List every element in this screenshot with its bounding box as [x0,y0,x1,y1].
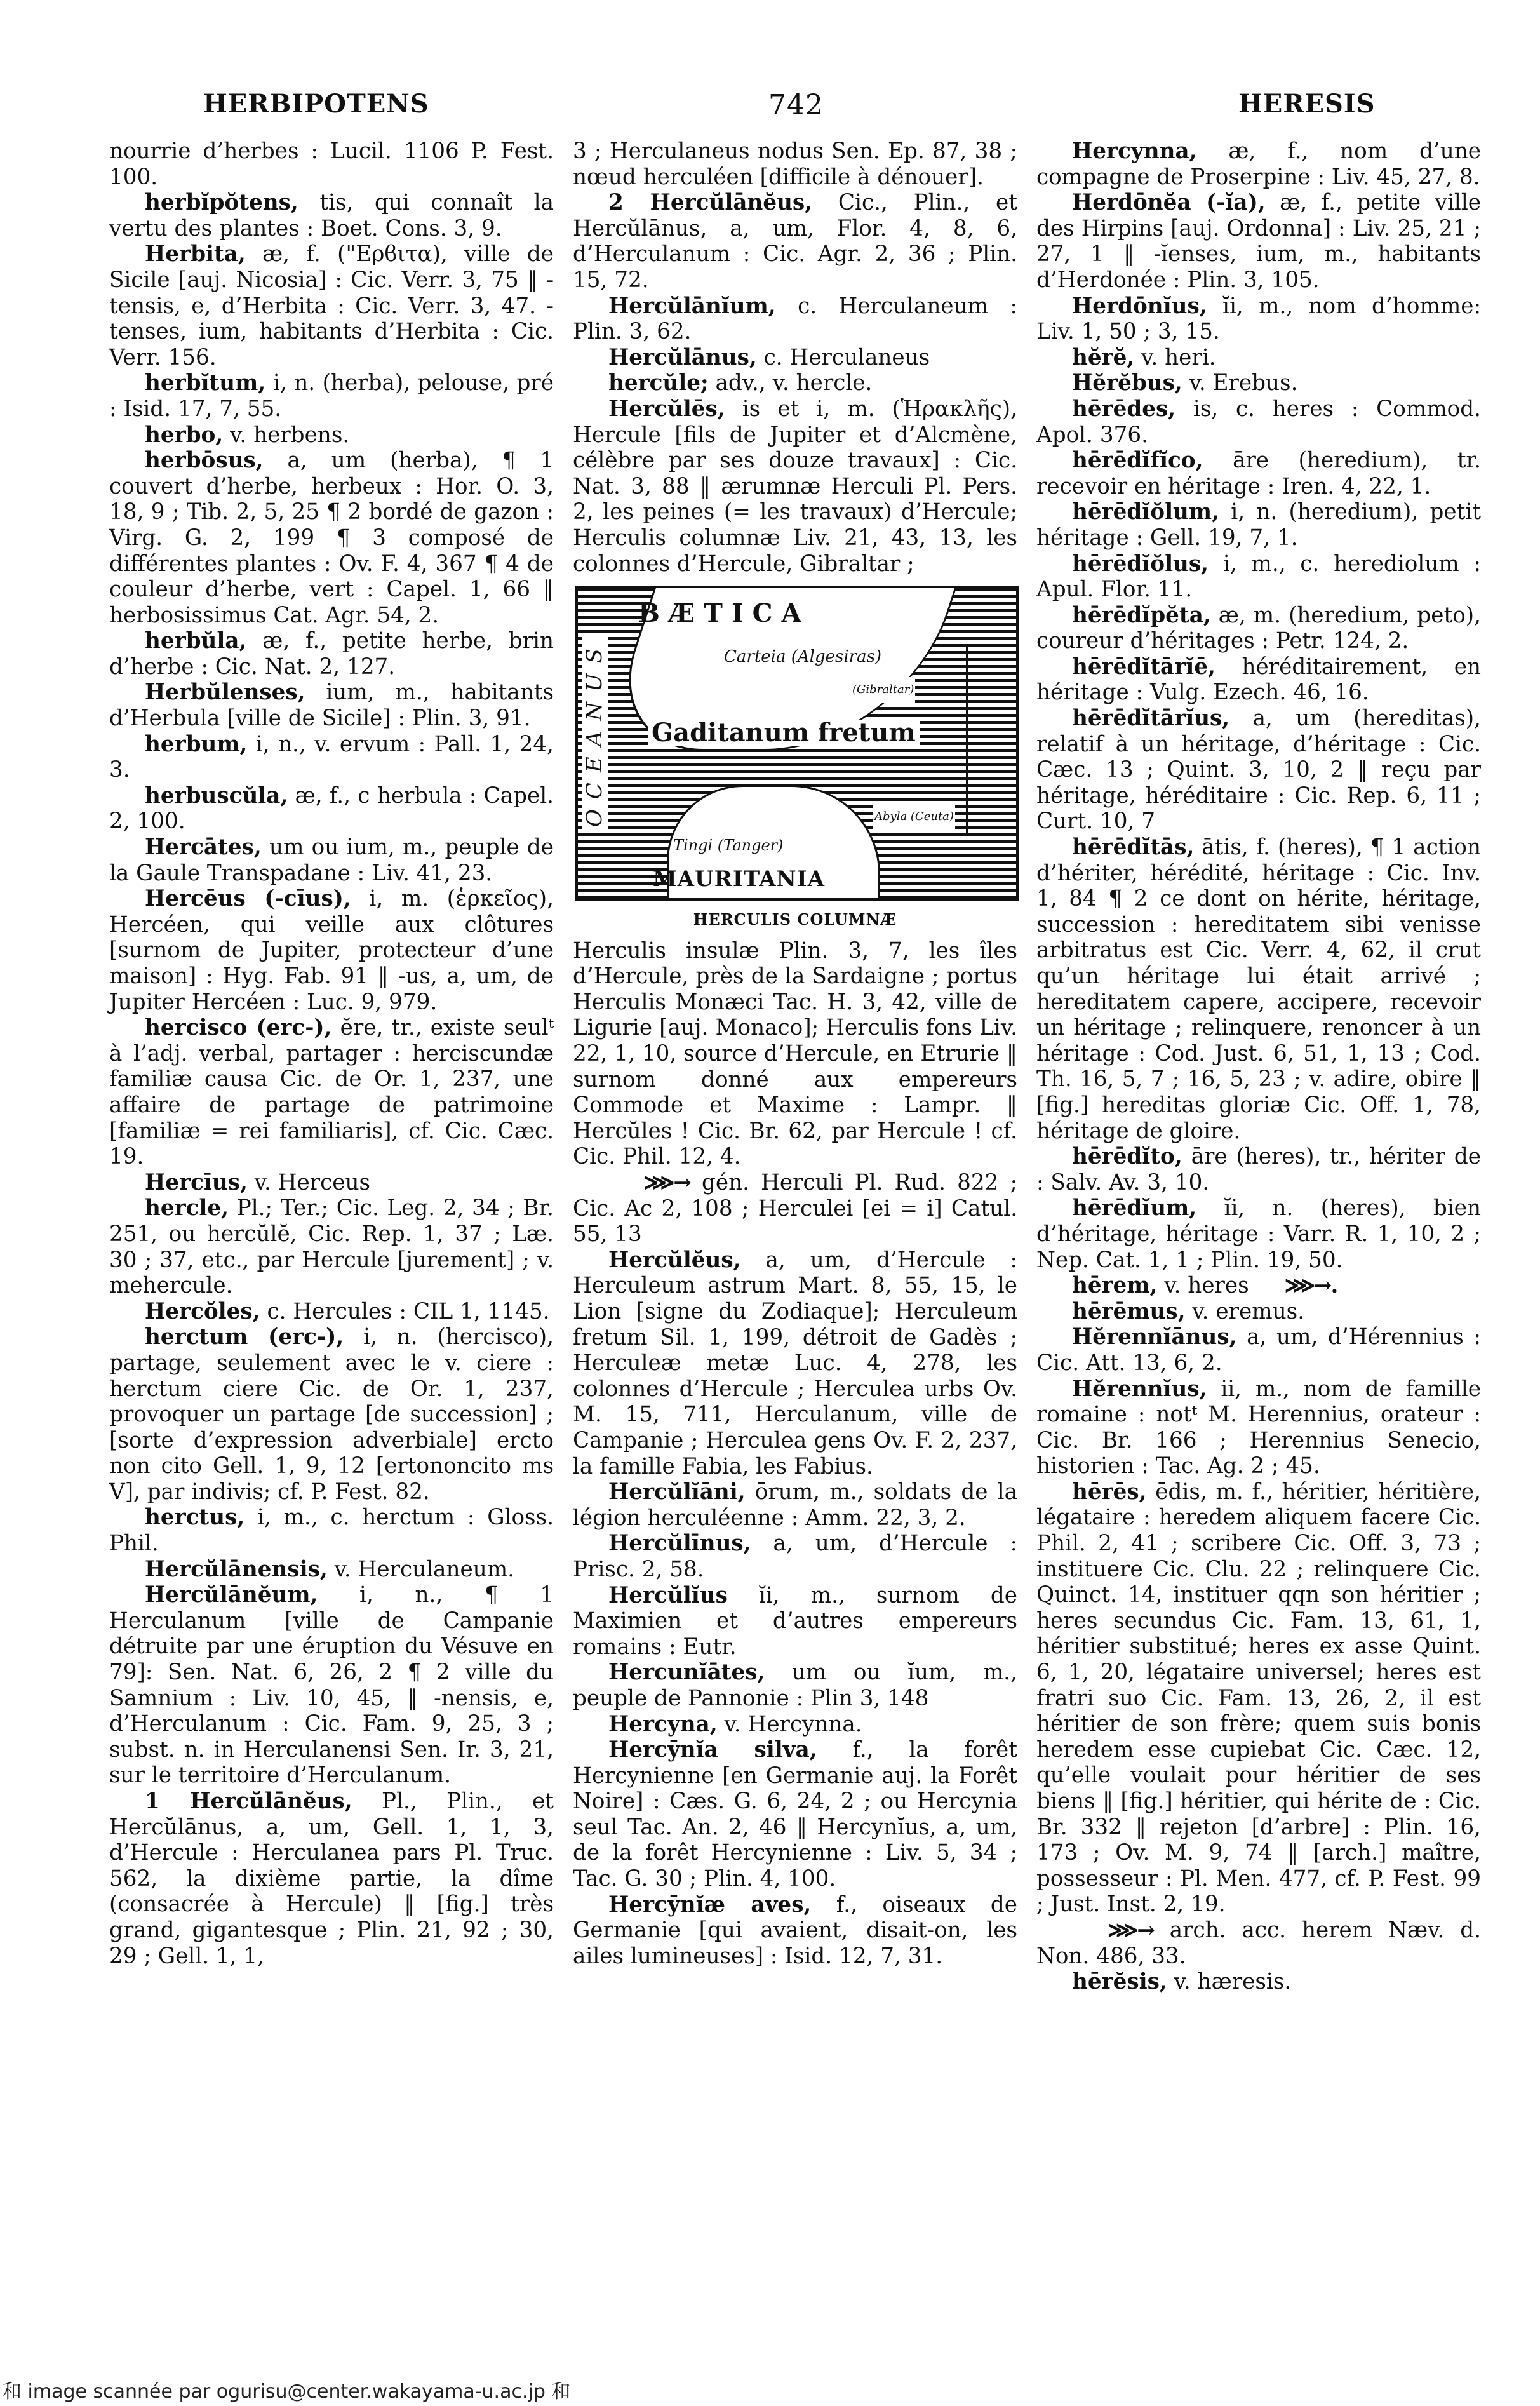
dictionary-entry [109,1170,554,1196]
dictionary-entry [1036,370,1481,396]
headword: hērēdĭŏlum, [1072,499,1219,525]
dictionary-entry [573,370,1017,396]
entry-body: æ, f., petite ville des Hirpins [auj. Ordonna] : Liv. 25, 21 ; 27, 1 ‖ -ĭenses, ium, m., habitants d’Herdonée : Plin. 3, 105. [1036,190,1482,293]
entry-body: i, m. (ἑρκεῖος), Hercéen, qui veille aux clôtures [surnom de Jupiter, protecteur d’une maison] : Hyg. Fab. 91 ‖ -us, a, um, de Jupiter Hercéen : Luc. 9, 979. [109,886,554,1015]
entry-body: v. Herculaneum. [327,1556,515,1582]
dictionary-entry [109,628,554,680]
entry-body: arch. acc. herem Næv. d. Non. 486, 33. [1036,1917,1481,1969]
headword: hērēdĭpĕta, [1072,602,1211,628]
headword: hērēdĭum, [1072,1195,1197,1221]
entry-body: adv., v. hercle. [708,370,873,396]
running-head-left: HERBIPOTENS [203,89,429,119]
headword: Hercŭlĭāni, [608,1479,746,1505]
entry-body: ēdis, m. f., héritier, héritière, légataire : heredem aliquem facere Cic. Phil. 2, 41 ; scribere Cic. Off. 3, 73 ; instituere Cic. Clu. 22 ; relinquere Cic. Quinct. 14, instituer qqn son héritier ; heres secundus Cic. Fam. 13, 61, 1, héritier substitué; heres ex asse Quint. 6, 1, 20, légataire universel; heres est fratri suo Cic. Fam. 13, 26, 2, il est héritier de son frère; quem suis bonis heredem esse cupiebat Cic. Cæc. 12, qu’elle voulait pour héritier de ses biens ‖ [fig.] héritier, qui hérite de : Cic. Br. 332 ‖ rejeton [d’arbre] : Plin. 16, 173 ; Ov. M. 9, 74 ‖ [arch.] maître, possesseur : Pl. Men. 477, cf. P. Fest. 99 ; Just. Inst. 2, 19. [1036,1479,1481,1918]
dictionary-entry [573,396,1017,577]
entry-body: tis, qui connaît la vertu des plantes : Boet. Cons. 3, 9. [109,190,554,241]
entry-body: c. Herculaneus [756,344,930,370]
entry-body: i, n. (herba), pelouse, pré : Isid. 17, 7, 55. [109,370,554,422]
entry-body: ĕre, tr., existe seulᵗ à l’adj. verbal, partager : herciscundæ familiæ causa Cic. de Or. 1, 237, une affaire de partage de patrimoine [familiæ = rei familiaris], cf. Cic. Cæc. 19. [109,1015,554,1170]
entry-body: æ, f., nom d’une compagne de Proserpine : Liv. 45, 27, 8. [1036,138,1481,190]
dictionary-entry [109,138,554,190]
map-label-mauritania: MAURITANIA [653,866,826,892]
dictionary-entry [109,1299,554,1325]
entry-body: v. Erebus. [1182,370,1298,396]
dictionary-entry [573,1737,1017,1892]
entry-body: ōrum, m., soldats de la légion herculéenne : Amm. 22, 3, 2. [573,1479,1017,1531]
entry-body: ii, m., nom de famille romaine : notᵗ M. Herennius, orateur : Cic. Br. 166 ; Herennius Senecio, historien : Tac. Ag. 2 ; 45. [1036,1376,1481,1479]
figure-caption: HERCULIS COLUMNÆ [693,910,897,929]
dictionary-entry [1036,345,1481,371]
dictionary-entry [109,680,554,731]
dictionary-entry [1036,448,1481,499]
headword: Hercŏles, [145,1298,260,1324]
map-label-tingi: Tingi (Tanger) [673,837,784,855]
dictionary-entry [573,938,1017,1170]
entry-body: gén. Herculi Pl. Rud. 822 ; Cic. Ac 2, 108 ; Herculei [ei = i] Catul. 55, 13 [573,1170,1017,1247]
entry-body: æ, m. (heredium, peto), coureur d’héritages : Petr. 124, 2. [1036,602,1481,654]
entry-body: ātis, f. (heres), ¶ 1 action d’hériter, hérédité, héritage : Cic. Inv. 1, 84 ¶ 2 ce dont on hérite, héritage, succession : hereditatem sibi venisse arbitratus est Cic. Verr. 4, 62, il crut qu’un héritage lui était arrivé ; hereditatem capere, accipere, recevoir un héritage ; relinquere, renoncer à un héritage : Cod. Just. 6, 51, 1, 13 ; Cod. Th. 16, 5, 7 ; 16, 5, 23 ; v. adire, obire ‖ [fig.] hereditas gloriæ Cic. Off. 1, 78, héritage de gloire. [1036,835,1481,1144]
entry-body: v. hæresis. [1167,1969,1292,1995]
headword: Herbita, [145,241,246,267]
dictionary-entry [109,1505,554,1556]
map-figure [573,586,1017,933]
headword: Hercŭlēs, [608,396,725,422]
running-head-right: HERESIS [1238,89,1376,119]
dictionary-entry [1036,551,1481,603]
map-label-ceuta: Abyla (Ceuta) [873,804,955,830]
map-label-oceanus: OCEANUS [582,636,608,830]
map-herculis-columnae [575,586,1019,901]
headword: Hercŭlĕus, [608,1247,741,1273]
entry-body: f., la forêt Hercynienne [en Germanie auj. la Forêt Noire] : Cæs. G. 6, 24, 2 ; ou Hercynia seul Tac. An. 2, 46 ‖ Hercynĭus, a, um, de la forêt Hercynienne : Liv. 5, 34 ; Tac. G. 30 ; Plin. 4, 100. [573,1737,1017,1892]
dictionary-entry [1036,1273,1481,1299]
map-label-fretum: Gaditanum fretum [648,720,920,746]
headword: hērēdĭtārĭē, [1072,654,1215,680]
entry-body: nourrie d’herbes : Lucil. 1106 P. Fest. 100. [109,138,554,190]
entry-body: v. Herceus [247,1169,371,1195]
headword: herbŭla, [145,628,247,654]
entry-body: Pl., Plin., et Hercŭlānus, a, um, Gell. 1, 1, 3, d’Hercule : Herculanea pars Pl. Truc. 562, la dixième partie, la dîme (consacrée à Hercule) ‖ [fig.] très grand, gigantesque ; Plin. 21, 92 ; 30, 29 ; Gell. 1, 1, [109,1789,554,1969]
headword: Hercŭlānĕum, [145,1582,318,1608]
headword: Hercŭlīnus, [608,1531,751,1557]
dictionary-entry [109,886,554,1015]
column-2 [573,138,1017,1969]
headword: Hercātes, [145,835,262,861]
entry-body: v. heri. [1134,344,1216,370]
dictionary-entry [109,732,554,783]
entry-body: æ, f., petite herbe, brin d’herbe : Cic. Nat. 2, 127. [109,628,554,680]
headword: Herbŭlenses, [145,680,305,706]
headword: hercŭle; [608,370,709,396]
dictionary-entry [109,1195,554,1298]
entry-body: ĭi, n. (heres), bien d’héritage, héritage : Varr. R. 1, 10, 2 ; Nep. Cat. 1, 1 ; Plin. 19, 50. [1036,1195,1481,1273]
entry-body: a, um (hereditas), relatif à un héritage, d’héritage : Cic. Cæc. 13 ; Quint. 3, 10, 2 ‖ reçu par héritage, héréditaire : Cic. Rep. 6, 11 ; Curt. 10, 7 [1036,706,1481,835]
column-3 [1036,138,1481,1995]
dictionary-entry [573,138,1017,190]
headword: hērem, [1072,1273,1158,1299]
dictionary-entry [109,1789,554,1969]
headword: hērēs, [1072,1479,1147,1505]
map-label-baetica: BÆTICA [638,598,810,629]
dictionary-entry [1036,1299,1481,1325]
entry-body: i, m., c. herctum : Gloss. Phil. [109,1505,554,1557]
entry-body: ĭi, m., surnom de Maximien et d’autres empereurs romains : Eutr. [573,1582,1017,1660]
headword: Hercīus, [145,1169,248,1195]
dictionary-entry [573,1583,1017,1660]
entry-body: v. Hercynna. [717,1711,862,1737]
headword: herbuscŭla, [145,783,288,809]
headword: 2 Hercŭlānĕus, [608,190,813,216]
dictionary-entry [109,422,554,448]
dictionary-entry [109,1324,554,1505]
dictionary-entry [1036,1376,1481,1479]
dictionary-entry [573,1479,1017,1531]
dictionary-entry [1036,835,1481,1144]
headword: herbōsus, [145,448,264,474]
entry-body: i, m., c. herediolum : Apul. Flor. 11. [1036,551,1481,603]
entry-body: 3 ; Herculaneus nodus Sen. Ep. 87, 38 ; nœud herculéen [difficile à dénouer]. [573,138,1017,190]
entry-body: a, um, d’Hérennius : Cic. Att. 13, 6, 2. [1036,1324,1481,1376]
entry-body: a, um, d’Hercule : Herculeum astrum Mart. 8, 55, 15, le Lion [signe du Zodiaque]; Herculeum fretum Sil. 1, 199, détroit de Gadès ; Herculeæ metæ Luc. 4, 278, les colonnes d’Hercule ; Herculea urbs Ov. M. 15, 711, Herculanum, ville de Campanie ; Herculea gens Ov. F. 2, 237, la famille Fabia, les Fabius. [573,1247,1017,1479]
entry-body: v. herbens. [223,422,350,448]
entry-body: Cic., Plin., et Hercŭlānus, a, um, Flor. 4, 8, 6, d’Herculanum : Cic. Agr. 2, 36 ; Plin. 15, 72. [573,190,1017,293]
headword: herctus, [145,1505,245,1531]
dictionary-entry [109,1557,554,1583]
dictionary-entry [1036,1479,1481,1918]
page-number: 742 [768,89,824,121]
dictionary-entry [1036,654,1481,706]
headword: Hĕrennĭānus, [1072,1324,1237,1350]
map-right-border-band [966,645,1012,836]
headword: herctum (erc-), [145,1324,344,1350]
dictionary-entry [1036,1918,1481,1969]
dictionary-entry [109,1582,554,1789]
dictionary-entry [573,293,1017,345]
headword: Herdōnĕa (-ĭa), [1072,190,1266,216]
dictionary-entry [109,1015,554,1170]
dictionary-entry [109,190,554,241]
dictionary-entry [573,1247,1017,1479]
dictionary-entry [1036,1195,1481,1273]
column-1 [109,138,554,1969]
headword: hercle, [145,1195,229,1221]
headword: Hĕrĕbus, [1072,370,1182,396]
entry-body: i, n., v. ervum : Pall. 1, 24, 3. [109,731,554,783]
headword: herbĭtum, [145,370,266,396]
entry-body: is et i, m. (Ἡρακλῆς), Hercule [fils de Jupiter et d’Alcmène, célèbre par ses douze travaux] : Cic. Nat. 3, 88 ‖ ærumnæ Herculi Pl. Pers. 2, les peines (= les travaux) d’Hercule; Herculis columnæ Liv. 21, 43, 13, les colonnes d’Hercule, Gibraltar ; [573,396,1017,577]
dictionary-entry [109,783,554,835]
dictionary-entry [1036,1324,1481,1376]
dictionary-entry [1036,706,1481,835]
headword: Hercunĭātes, [608,1660,765,1686]
entry-body: i, n. (hercisco), partage, seulement avec le v. ciere : herctum ciere Cic. de Or. 1, 237, provoquer un partage [de succession] ; [sorte d’expression adverbiale] ercto non cito Gell. 1, 9, 12 [ertononcito ms V], par indivis; cf. P. Fest. 82. [109,1324,554,1505]
column-2-before-figure [573,138,1017,577]
dictionary-entry [573,1660,1017,1711]
entry-body: v. eremus. [1185,1298,1305,1324]
headword: hērēdĭto, [1072,1144,1182,1170]
headword: herbo, [145,422,224,448]
entry-body: æ, f., c herbula : Capel. 2, 100. [109,783,554,835]
headword: hērēmus, [1072,1298,1186,1324]
dictionary-entry [573,1712,1017,1738]
headword: hērēdĭtārĭus, [1072,706,1230,732]
dictionary-entry [1036,1144,1481,1195]
entry-body: ĭi, m., nom d’homme: Liv. 1, 50 ; 3, 15. [1036,293,1481,345]
entry-body: æ, f. ("Ερϐιτα), ville de Sicile [auj. Nicosia] : Cic. Verr. 3, 75 ‖ -tensis, e, d’Herbita : Cic. Verr. 3, 47. -tenses, ium, habitants d’Herbita : Cic. Verr. 156. [109,241,554,370]
scan-credit-footer: 和 image scannée par ogurisu@center.wakayama-u.ac.jp 和 [3,2381,571,2403]
headword: hercisco (erc-), [145,1015,332,1041]
headword: herbum, [145,731,248,757]
dictionary-entry [1036,190,1481,293]
entry-body: a, um (herba), ¶ 1 couvert d’herbe, herbeux : Hor. O. 3, 18, 9 ; Tib. 2, 5, 25 ¶ 2 bordé de gazon : Virg. G. 2, 199 ¶ 3 composé de différentes plantes : Ov. F. 4, 367 ¶ 4 de couleur d’herbe, vert : Capel. 1, 66 ‖ herbosissimus Cat. Agr. 54, 2. [109,448,554,628]
headword: hērĕsis, [1072,1969,1167,1995]
dictionary-entry [109,241,554,370]
column-2-after-figure [573,938,1017,1970]
entry-body: ium, m., habitants d’Herbula [ville de Sicile] : Plin. 3, 91. [109,680,554,732]
headword: Hercŭlānĭum, [608,293,776,319]
dictionary-entry [573,1531,1017,1582]
dictionary-entry [1036,499,1481,551]
entry-body: Herculis insulæ Plin. 3, 7, les îles d’Hercule, près de la Sardaigne ; portus Herculis Monæci Tac. H. 3, 42, ville de Ligurie [auj. Monaco]; Herculis fons Liv. 22, 1, 10, source d’Hercule, en Etrurie ‖ surnom donné aux empereurs Commode et Maxime : Lampr. ‖ Hercŭles ! Cic. Br. 62, par Hercule ! cf. Cic. Phil. 12, 4. [573,938,1017,1170]
entry-body: c. Herculaneum : Plin. 3, 62. [573,293,1017,345]
headword: Hercŭlĭus [608,1582,728,1608]
entry-body: c. Hercules : CIL 1, 1145. [260,1298,550,1324]
entry-body: i, n. (heredium), petit héritage : Gell. 19, 7, 1. [1036,499,1481,551]
entry-body: um ou ĭum, m., peuple de Pannonie : Plin 3, 148 [573,1660,1017,1711]
headword: hērēdĭtās, [1072,835,1195,861]
dictionary-entry [1036,603,1481,654]
entry-body: is, c. heres : Commod. Apol. 376. [1036,396,1481,448]
dictionary-entry [573,1892,1017,1970]
dictionary-entry [573,1170,1017,1247]
headword: Hercyna, [608,1711,718,1737]
dictionary-entry [1036,396,1481,448]
dictionary-entry [573,190,1017,293]
dictionary-entry [109,448,554,628]
entry-body: v. heres [1157,1273,1249,1299]
headword: herbĭpŏtens, [145,190,298,216]
headword: Hercynna, [1072,138,1197,164]
headword: 1 Hercŭlānĕus, [145,1789,352,1814]
entry-body: i, n., ¶ 1 Herculanum [ville de Campanie détruite par une éruption du Vésuve en 79]: Sen. Nat. 6, 26, 2 ¶ 2 ville du Samnium : Liv. 10, 45, ‖ -nensis, e, d’Herculanum : Cic. Fam. 9, 25, 3 ; subst. n. in Herculanensi Sen. Ir. 3, 21, sur le territoire d’Herculanum. [109,1582,554,1789]
entry-body: Pl.; Ter.; Cic. Leg. 2, 34 ; Br. 251, ou hercŭlĕ, Cic. Rep. 1, 37 ; Læ. 30 ; 37, etc., par Hercule [jurement] ; v. mehercule. [109,1195,554,1299]
feathered-arrow-icon: ⋙→. [1284,1273,1337,1299]
dictionary-entry [109,835,554,886]
entry-body: āre (heres), tr., hériter de : Salv. Av. 3, 10. [1036,1144,1481,1195]
entry-body: f., oiseaux de Germanie [qui avaient, disait-on, les ailes lumineuses] : Isid. 12, 7, 31. [573,1892,1017,1969]
entry-body: āre (heredium), tr. recevoir en héritage : Iren. 4, 22, 1. [1036,448,1481,499]
headword: Herdōnĭus, [1072,293,1207,319]
headword: Hĕrennĭus, [1072,1376,1207,1402]
headword: Hercȳnĭæ aves, [608,1892,812,1918]
feathered-arrow-icon: ⋙→ [644,1170,690,1196]
headword: hērēdes, [1072,396,1176,422]
headword: Hercŭlānensis, [145,1556,328,1582]
dictionary-entry [1036,138,1481,190]
dictionary-entry [109,370,554,422]
dictionary-entry [573,345,1017,371]
headword: hērēdĭfĭco, [1072,448,1203,474]
map-label-carteia: Carteia (Algesiras) [724,647,882,667]
entry-body: um ou ium, m., peuple de la Gaule Transpadane : Liv. 41, 23. [109,835,554,886]
entry-body: héréditairement, en héritage : Vulg. Ezech. 46, 16. [1036,654,1481,706]
dictionary-entry [1036,1969,1481,1995]
headword: hĕrĕ, [1072,344,1135,370]
headword: hērēdĭŏlus, [1072,551,1209,577]
feathered-arrow-icon: ⋙→ [1108,1917,1154,1943]
headword: Hercŭlānus, [608,344,757,370]
entry-body: a, um, d’Hercule : Prisc. 2, 58. [573,1531,1017,1582]
dictionary-entry [1036,293,1481,345]
headword: Hercēus (-cīus), [145,886,351,912]
headword: Hercȳnĭa silva, [608,1737,817,1763]
map-label-gibraltar: (Gibraltar) [851,677,915,703]
